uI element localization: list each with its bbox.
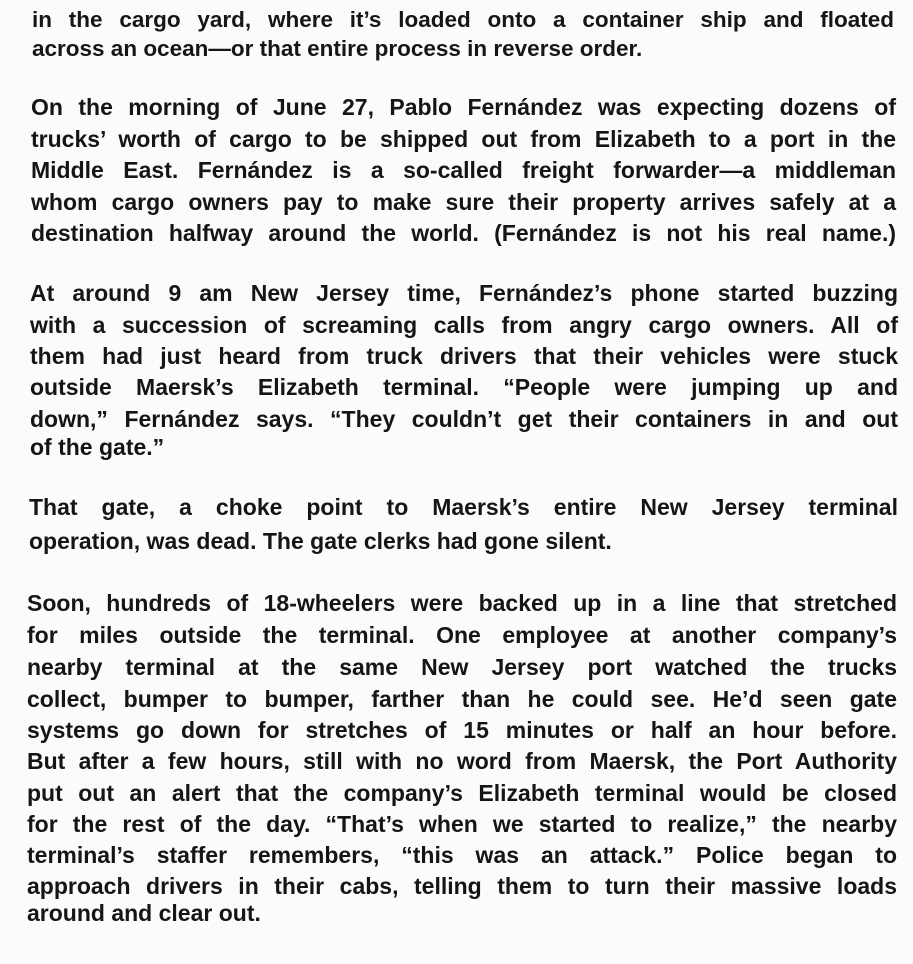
text-line: across an ocean—or that entire process in reverse order.: [32, 36, 643, 61]
text-line: in the cargo yard, where it’s loaded onto a container ship and floated: [32, 7, 894, 32]
text-line: systems go down for stretches of 15 minutes or half an hour before.: [27, 717, 897, 743]
text-line: trucks’ worth of cargo to be shipped out from Elizabeth to a port in the: [31, 126, 896, 152]
text-line: with a succession of screaming calls from angry cargo owners. All of: [30, 312, 898, 338]
text-line: collect, bumper to bumper, farther than he could see. He’d seen gate: [27, 686, 897, 712]
text-line: On the morning of June 27, Pablo Fernández was expecting dozens of: [31, 94, 896, 120]
text-line: But after a few hours, still with no word from Maersk, the Port Authority: [27, 748, 897, 774]
text-line: down,” Fernández says. “They couldn’t get their containers in and out: [30, 406, 898, 432]
text-line: approach drivers in their cabs, telling them to turn their massive loads: [27, 873, 897, 899]
text-line: terminal’s staffer remembers, “this was an attack.” Police began to: [27, 842, 897, 868]
text-line: Soon, hundreds of 18-wheelers were backed up in a line that stretched: [27, 590, 897, 616]
text-line: outside Maersk’s Elizabeth terminal. “People were jumping up and: [30, 374, 898, 400]
text-line: around and clear out.: [27, 900, 261, 926]
text-line: whom cargo owners pay to make sure their property arrives safely at a: [31, 189, 896, 215]
text-line: for miles outside the terminal. One employee at another company’s: [27, 622, 897, 648]
text-line: destination halfway around the world. (Fernández is not his real name.): [31, 220, 896, 246]
text-line: of the gate.”: [30, 434, 165, 460]
text-line: That gate, a choke point to Maersk’s entire New Jersey terminal: [29, 494, 898, 520]
text-line: nearby terminal at the same New Jersey port watched the trucks: [27, 654, 897, 680]
text-line: operation, was dead. The gate clerks had gone silent.: [29, 528, 612, 554]
text-line: for the rest of the day. “That’s when we started to realize,” the nearby: [27, 811, 897, 837]
text-line: put out an alert that the company’s Elizabeth terminal would be closed: [27, 780, 897, 806]
text-line: At around 9 am New Jersey time, Fernández’s phone started buzzing: [30, 280, 898, 306]
text-line: them had just heard from truck drivers that their vehicles were stuck: [30, 343, 898, 369]
text-line: Middle East. Fernández is a so-called freight forwarder—a middleman: [31, 157, 896, 183]
